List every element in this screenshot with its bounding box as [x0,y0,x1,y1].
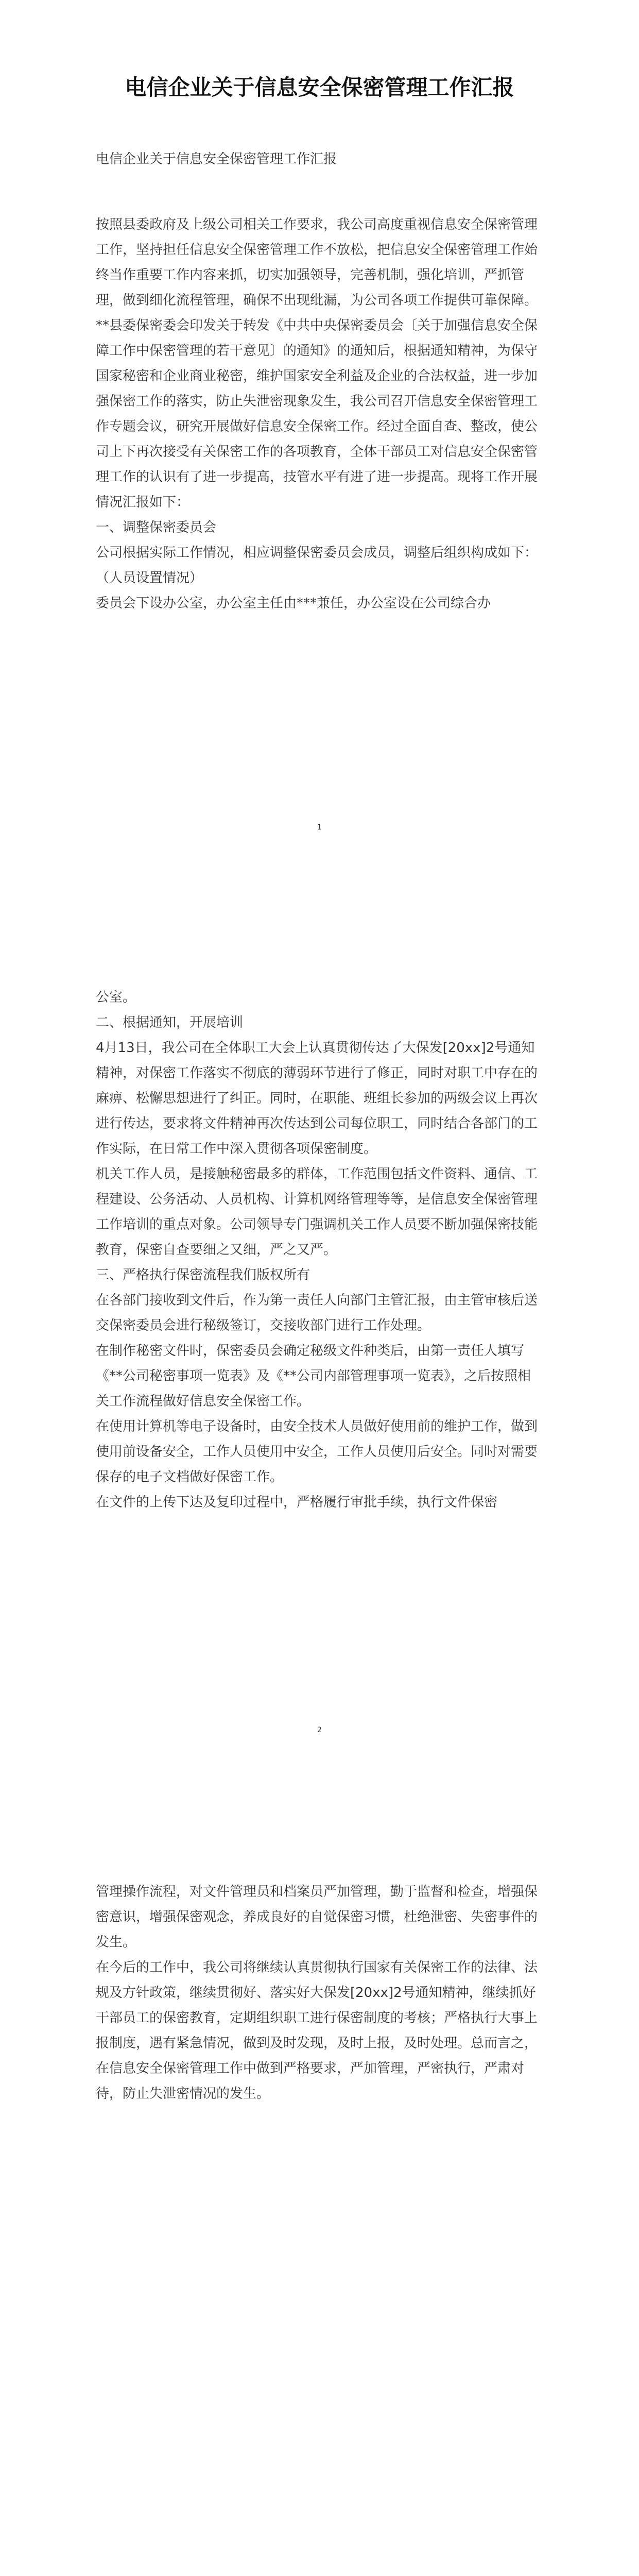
page-1-body [96,212,544,616]
paragraph: 4月13日，我公司在全体职工大会上认真贯彻传达了大保发[20xx]2号通知精神，对保密工作落实不彻底的薄弱环节进行了修正，同时对职工中存在的麻痹、松懈思想进行了纠正。同时，在职能、班组长参加的两级会议上再次进行传达，要求将文件精神再次传达到公司每位职工，同时结合各部门的工作实际，在日常工作中深入贯彻各项保密制度。 [96,1040,538,1157]
paragraph: **县委保密委会印发关于转发《中共中央保密委员会〔关于加强信息安全保障工作中保密管理的若干意见〕的通知》的通知后，根据通知精神，为保守国家秘密和企业商业秘密，维护国家安全利益及企业的合法权益，进一步加强保密工作的落实，防止失泄密现象发生，我公司召开信息安全保密管理工作专题会议，研究开展做好信息安全保密工作。经过全面自查、整改，使公司上下再次接受有关保密工作的各项教育，全体干部员工对信息安全保密管理工作的认识有了进一步提高，技管水平有进了进一步提高。现将工作开展情况汇报如下： [96,318,538,510]
paragraph: 在使用计算机等电子设备时，由安全技术人员做好使用前的维护工作，做到使用前设备安全，工作人员使用中安全，工作人员使用后安全。同时对需要保存的电子文档做好保密工作。 [96,1419,538,1485]
section-heading: 二、根据通知，开展培训 [96,1015,244,1030]
page-2-body [96,985,544,1515]
paragraph: 机关工作人员，是接触秘密最多的群体，工作范围包括文件资料、通信、工程建设、公务活动、人员机构、计算机网络管理等等，是信息安全保密管理工作培训的重点对象。公司领导专门强调机关工作人员要不断加强保密技能教育，保密自查要细之又细，严之又严。 [96,1166,538,1258]
document-subtitle: 电信企业关于信息安全保密管理工作汇报 [96,151,337,167]
paragraph: 委员会下设办公室，办公室主任由***兼任，办公室设在公司综合办 [96,596,491,611]
paragraph: 按照县委政府及上级公司相关工作要求，我公司高度重视信息安全保密管理工作，坚持担任信息安全保密管理工作不放松，把信息安全保密管理工作始终当作重要工作内容来抓，切实加强领导，完善机制，强化培训，严抓管理，做到细化流程管理，确保不出现纰漏，为公司各项工作提供可靠保障。 [96,217,538,308]
paragraph: 在文件的上传下达及复印过程中，严格履行审批手续，执行文件保密 [96,1495,498,1510]
page-number: 2 [317,1726,322,1734]
paragraph: 公司根据实际工作情况，相应调整保密委员会成员，调整后组织构成如下： [96,545,538,561]
paragraph: 公室。 [96,990,136,1005]
section-heading: 一、调整保密委员会 [96,520,217,535]
document-title: 电信企业关于信息安全保密管理工作汇报 [125,75,514,100]
page-number: 1 [317,823,322,832]
paragraph: 管理操作流程，对文件管理员和档案员严加管理，勤于监督和检查，增强保密意识，增强保密观念，养成良好的自觉保密习惯，杜绝泄密、失密事件的发生。 [96,1884,538,1950]
paragraph: 在制作秘密文件时，保密委员会确定秘级文件种类后，由第一责任人填写《**公司秘密事项一览表》及《**公司内部管理事项一览表》，之后按照相关工作流程做好信息安全保密工作。 [96,1343,531,1409]
paragraph: （人员设置情况） [96,570,203,586]
page-3-body [96,1879,544,2107]
paragraph: 在今后的工作中，我公司将继续认真贯彻执行国家有关保密工作的法律、法规及方针政策，继续贯彻好、落实好大保发[20xx]2号通知精神，继续抓好干部员工的保密教育，定期组织职工进行保密制度的考核；严格执行大事上报制度，遇有紧急情况，做到及时发现，及时上报，及时处理。总而言之，在信息安全保密管理工作中做到严格要求，严加管理，严密执行，严肃对待，防止失泄密情况的发生。 [96,1960,538,2102]
section-heading: 三、严格执行保密流程我们版权所有 [96,1267,310,1283]
paragraph: 在各部门接收到文件后，作为第一责任人向部门主管汇报，由主管审核后送交保密委员会进行秘级签订，交接收部门进行工作处理。 [96,1293,538,1333]
